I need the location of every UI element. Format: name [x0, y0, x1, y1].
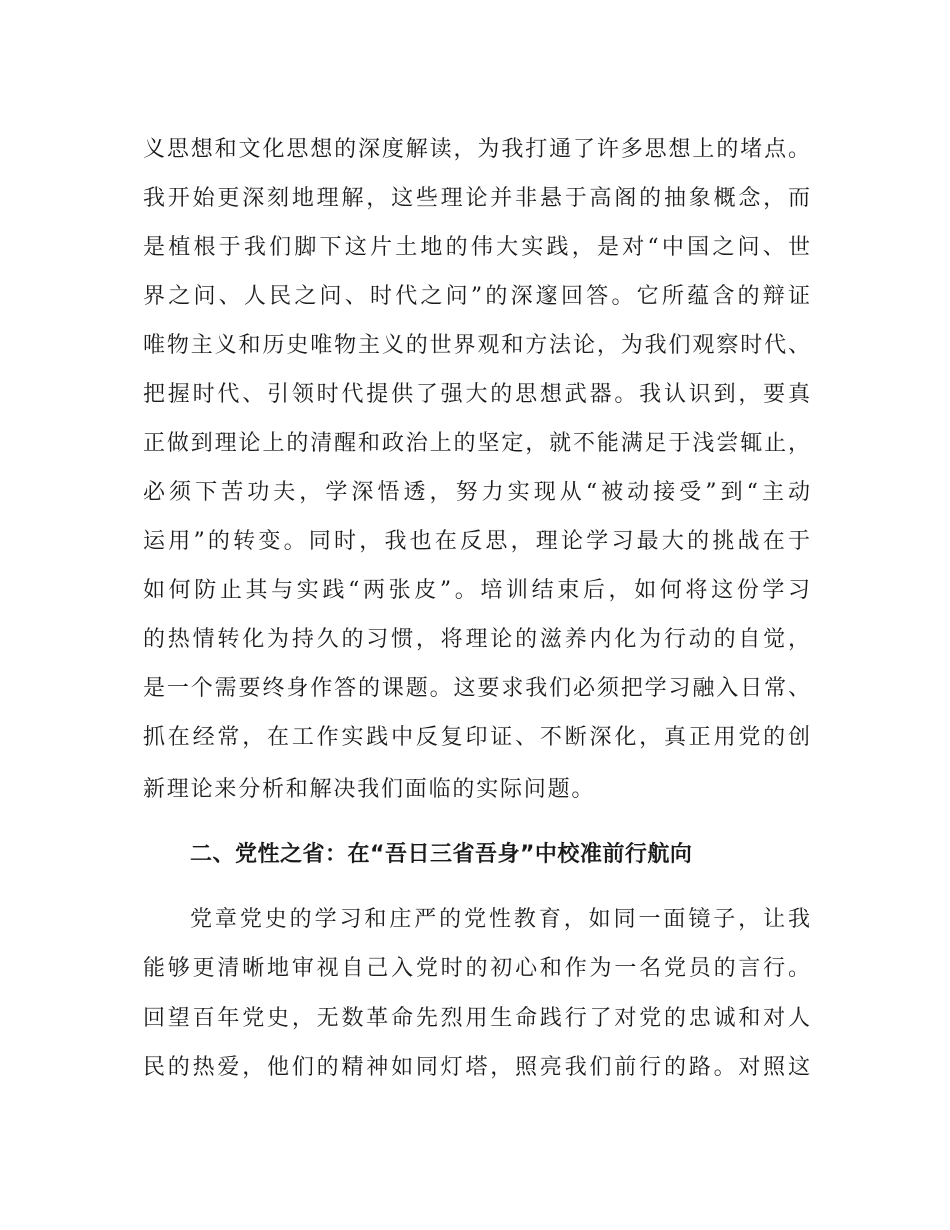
section-heading: 二、党性之省：在“吾日三省吾身”中校准前行航向: [190, 842, 693, 867]
text-line: 必须下苦功夫，学深悟透，努力实现从“被动接受”到“主动: [143, 480, 810, 505]
text-line: 我开始更深刻地理解，这些理论并非悬于高阁的抽象概念，而: [143, 186, 810, 211]
text-line: 能够更清晰地审视自己入党时的初心和作为一名党员的言行。: [143, 956, 810, 981]
text-line: 抓在经常，在工作实践中反复印证、不断深化，真正用党的创: [143, 725, 810, 750]
text-line: 义思想和文化思想的深度解读，为我打通了许多思想上的堵点。: [143, 137, 810, 162]
text-line: 正做到理论上的清醒和政治上的坚定，就不能满足于浅尝辄止，: [143, 431, 810, 456]
text-line: 是植根于我们脚下这片土地的伟大实践，是对“中国之问、世: [143, 235, 810, 260]
text-line: 唯物主义和历史唯物主义的世界观和方法论，为我们观察时代、: [143, 333, 810, 358]
text-line: 如何防止其与实践“两张皮”。培训结束后，如何将这份学习: [143, 578, 810, 603]
text-line: 把握时代、引领时代提供了强大的思想武器。我认识到，要真: [143, 382, 810, 407]
text-line: 界之问、人民之问、时代之问”的深邃回答。它所蕴含的辩证: [143, 284, 810, 309]
text-line: 民的热爱，他们的精神如同灯塔，照亮我们前行的路。对照这: [143, 1055, 810, 1080]
text-line: 回望百年党史，无数革命先烈用生命践行了对党的忠诚和对人: [143, 1006, 810, 1031]
text-line: 新理论来分析和解决我们面临的实际问题。: [143, 777, 596, 802]
text-line: 党章党史的学习和庄严的党性教育，如同一面镜子，让我: [190, 907, 810, 932]
text-line: 运用”的转变。同时，我也在反思，理论学习最大的挑战在于: [143, 529, 810, 554]
text-line: 是一个需要终身作答的课题。这要求我们必须把学习融入日常、: [143, 676, 810, 701]
text-line: 的热情转化为持久的习惯，将理论的滋养内化为行动的自觉，: [143, 627, 810, 652]
